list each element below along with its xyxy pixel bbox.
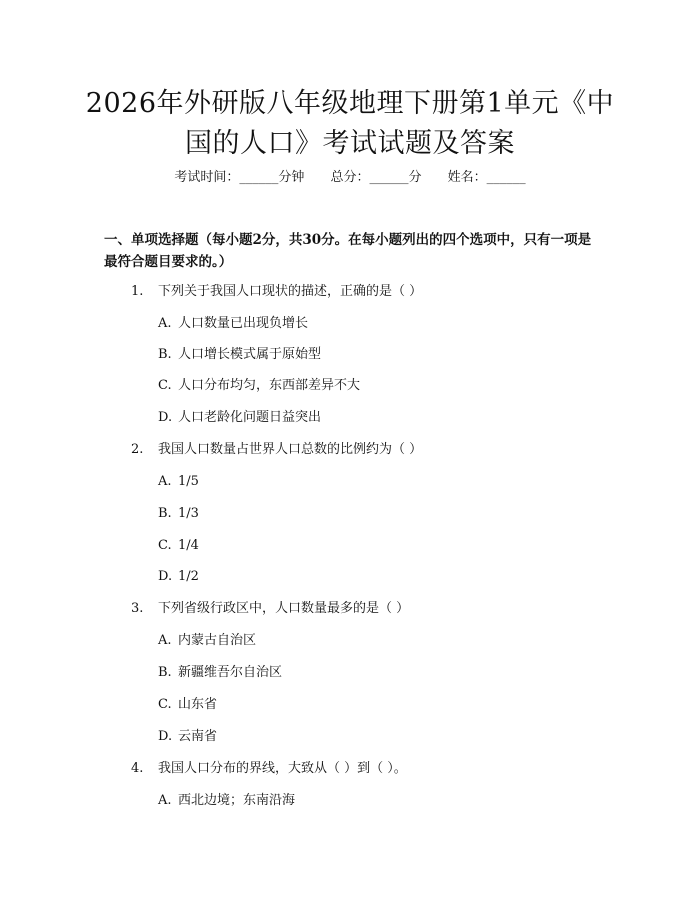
question-text: 我国人口数量占世界人口总数的比例约为（ ）	[158, 442, 423, 457]
option-letter: D.	[158, 729, 173, 744]
question-3-option-c	[158, 695, 578, 715]
option-text: 人口老龄化问题日益突出	[178, 410, 322, 425]
section-heading: 一、单项选择题（每小题2分，共30分。在每小题列出的四个选项中，只有一项是最符合题目要求的。）	[104, 232, 592, 270]
option-letter: A.	[158, 316, 172, 331]
question-number: 3.	[131, 601, 144, 616]
question-text: 下列关于我国人口现状的描述，正确的是（ ）	[158, 284, 423, 299]
option-text: 人口数量已出现负增长	[178, 316, 309, 331]
page-title: 2026年外研版八年级地理下册第1单元《中国的人口》考试试题及答案	[85, 88, 615, 159]
exam-info-line	[0, 168, 700, 188]
question-3-option-d	[158, 727, 578, 747]
student-name-field: 姓名：______	[447, 170, 526, 185]
option-letter: A.	[158, 633, 172, 648]
option-letter: A.	[158, 474, 172, 489]
question-3	[131, 599, 591, 619]
question-1-option-b	[158, 345, 578, 365]
question-2-option-b	[158, 504, 578, 524]
option-letter: B.	[158, 665, 172, 680]
option-text: 1/2	[178, 569, 199, 584]
option-text: 1/4	[178, 538, 199, 553]
question-text: 下列省级行政区中，人口数量最多的是（ ）	[158, 601, 410, 616]
total-score-field: 总分：______分	[330, 170, 422, 185]
question-3-option-a	[158, 631, 578, 651]
question-1-option-a	[158, 314, 578, 334]
question-2-option-a	[158, 472, 578, 492]
question-number: 1.	[131, 284, 144, 299]
option-text: 人口增长模式属于原始型	[178, 347, 322, 362]
option-letter: C.	[158, 538, 172, 553]
question-text: 我国人口分布的界线，大致从（ ）到（ ）。	[158, 761, 407, 776]
option-text: 山东省	[178, 697, 218, 712]
option-text: 1/5	[178, 474, 199, 489]
question-2-option-d	[158, 567, 578, 587]
question-2	[131, 440, 591, 460]
option-letter: B.	[158, 506, 172, 521]
question-2-option-c	[158, 536, 578, 556]
question-1	[131, 282, 591, 302]
question-3-option-b	[158, 663, 578, 683]
option-text: 内蒙古自治区	[178, 633, 257, 648]
question-4-option-a	[158, 791, 578, 811]
option-letter: C.	[158, 378, 172, 393]
question-4	[131, 759, 591, 779]
option-letter: B.	[158, 347, 172, 362]
option-letter: A.	[158, 793, 172, 808]
question-1-option-c	[158, 376, 578, 396]
question-number: 2.	[131, 442, 144, 457]
question-1-option-d	[158, 408, 578, 428]
option-text: 云南省	[178, 729, 218, 744]
option-letter: D.	[158, 569, 173, 584]
option-text: 新疆维吾尔自治区	[178, 665, 283, 680]
option-text: 1/3	[178, 506, 199, 521]
option-letter: C.	[158, 697, 172, 712]
option-letter: D.	[158, 410, 173, 425]
question-number: 4.	[131, 761, 144, 776]
exam-time-field: 考试时间：______分钟	[174, 170, 305, 185]
option-text: 人口分布均匀，东西部差异不大	[178, 378, 361, 393]
option-text: 西北边境；东南沿海	[178, 793, 296, 808]
